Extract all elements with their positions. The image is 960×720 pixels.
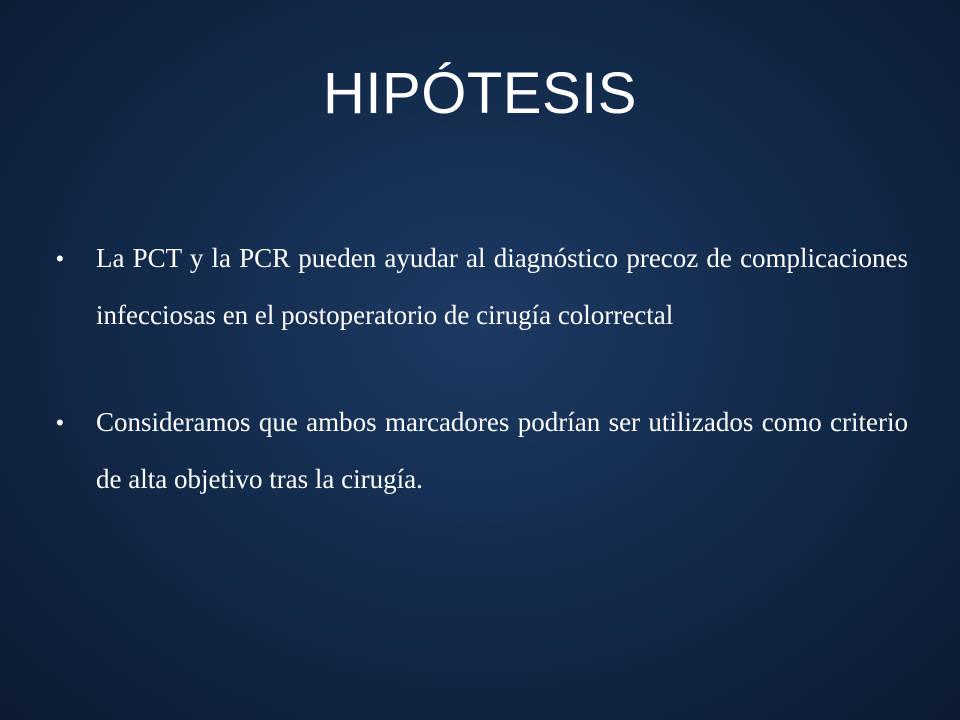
bullet-item: [56, 230, 908, 344]
bullet-text: Consideramos que ambos marcadores podrían ser utilizados como criterio de alta objetivo tras la cirugía.: [96, 407, 908, 494]
bullet-icon: •: [56, 410, 64, 435]
bullet-item: [56, 394, 908, 508]
bullet-icon: •: [56, 246, 64, 271]
bullet-list: [56, 230, 908, 508]
bullet-text: La PCT y la PCR pueden ayudar al diagnóstico precoz de complicaciones infecciosas en el postoperatorio de cirugía colorrectal: [96, 243, 908, 330]
slide-title: HIPÓTESIS: [323, 61, 637, 126]
